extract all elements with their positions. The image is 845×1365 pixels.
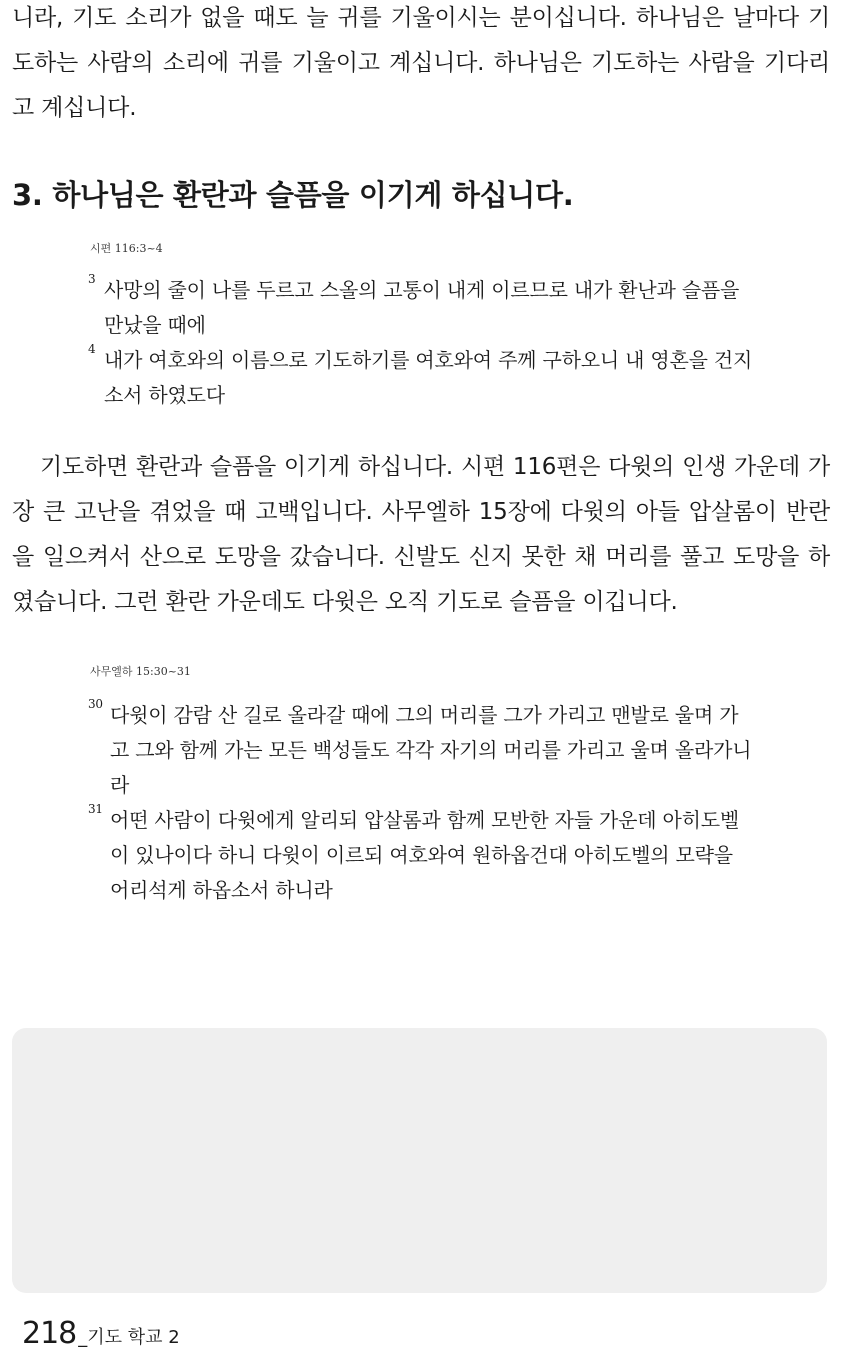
verse — [88, 698, 753, 803]
page-number: 218 — [22, 1316, 77, 1351]
verse-text: 내가 여호와의 이름으로 기도하기를 여호와여 주께 구하오니 내 영혼을 건지소서 하였도다 — [104, 348, 753, 407]
scripture-verses — [88, 273, 753, 413]
verse — [88, 343, 753, 413]
note-box — [12, 1028, 827, 1293]
section-heading: 3. 하나님은 환란과 슬픔을 이기게 하십니다. — [12, 178, 574, 212]
scripture-reference: 사무엘하 15:30~31 — [90, 665, 191, 678]
book-title: _기도 학교 2 — [78, 1327, 180, 1348]
scripture-reference: 시편 116:3~4 — [90, 242, 163, 255]
verse-number: 3 — [88, 272, 96, 286]
scripture-verses — [88, 698, 753, 908]
intro-paragraph: 니라, 기도 소리가 없을 때도 늘 귀를 기울이시는 분이십니다. 하나님은 날마다 기도하는 사람의 소리에 귀를 기울이고 계십니다. 하나님은 기도하는 사람을 기다리고 계십니다. — [12, 5, 830, 121]
verse-text: 사망의 줄이 나를 두르고 스올의 고통이 내게 이르므로 내가 환난과 슬픔을 만났을 때에 — [104, 278, 740, 337]
verse — [88, 803, 753, 908]
verse-number: 31 — [88, 802, 103, 816]
verse — [88, 273, 753, 343]
verse-number: 4 — [88, 342, 96, 356]
verse-number: 30 — [88, 697, 103, 711]
body-paragraph: 기도하면 환란과 슬픔을 이기게 하십니다. 시편 116편은 다윗의 인생 가운데 가장 큰 고난을 겪었을 때 고백입니다. 사무엘하 15장에 다윗의 아들 압살롬이 반란을 일으켜서 산으로 도망을 갔습니다. 신발도 신지 못한 채 머리를 풀고 도망을 하였습니다. 그런 환란 가운데도 다윗은 오직 기도로 슬픔을 이깁니다. — [12, 454, 830, 615]
verse-text: 어떤 사람이 다윗에게 알리되 압살롬과 함께 모반한 자들 가운데 아히도벨이 있나이다 하니 다윗이 이르되 여호와여 원하옵건대 아히도벨의 모략을 어리석게 하옵소서 하니라 — [110, 808, 740, 902]
verse-text: 다윗이 감람 산 길로 올라갈 때에 그의 머리를 그가 가리고 맨발로 울며 가고 그와 함께 가는 모든 백성들도 각각 자기의 머리를 가리고 울며 올라가니라 — [110, 703, 752, 797]
page-footer — [22, 1316, 180, 1356]
